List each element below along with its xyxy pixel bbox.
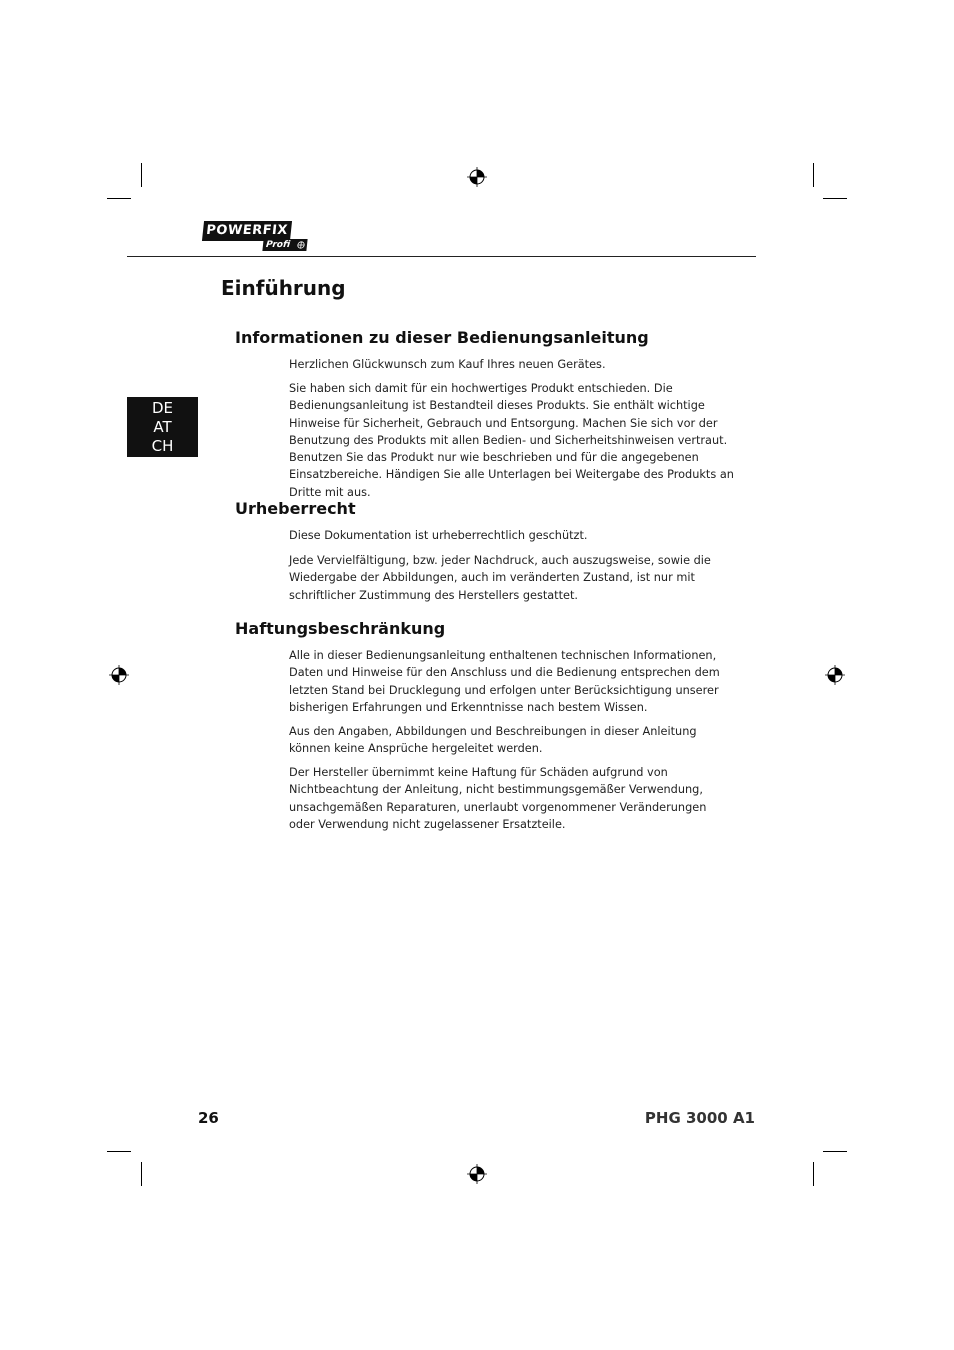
model-number: PHG 3000 A1 [644,1109,755,1127]
paragraph: Der Hersteller übernimmt keine Haftung für Schäden aufgrund von Nichtbeachtung der Anleitung, nicht bestimmungsgemäßer Verwendung, unsachgemäßen Reparaturen, unerlaubt vorgenommener Veränderungen oder Verwendung nicht zugelassener Ersatzteile. [289,766,707,831]
registration-mark-icon [109,665,129,685]
logo-sub-text: Profi [265,240,291,250]
logo-main-text: POWERFIX [202,221,292,241]
paragraph: Jede Vervielfältigung, bzw. jeder Nachdruck, auch auszugsweise, sowie die Wiedergabe der Abbildungen, auch im veränderten Zustand, ist nur mit schriftlicher Zustimmung des Herstellers gestattet. [289,554,711,602]
logo-sub-badge [262,239,307,251]
paragraph: Aus den Angaben, Abbildungen und Beschreibungen in dieser Anleitung können keine Ansprüche hergeleitet werden. [289,725,697,756]
cross-circle-icon [297,241,306,249]
paragraph: Diese Dokumentation ist urheberrechtlich geschützt. [289,529,588,542]
crop-mark [141,163,142,187]
lang-ch: CH [151,437,174,455]
crop-mark [141,1162,142,1186]
brand-logo [203,221,307,251]
crop-mark [107,198,131,199]
crop-mark [813,163,814,187]
page-title: Einführung [221,276,346,300]
registration-mark-icon [467,1164,487,1184]
page-number: 26 [198,1109,219,1127]
crop-mark [107,1151,131,1152]
lang-at: AT [153,418,172,436]
crop-mark [823,1151,847,1152]
paragraph: Sie haben sich damit für ein hochwertiges Produkt entschieden. Die Bedienungsanleitung ist Bestandteil dieses Produkts. Sie enthält wichtige Hinweise für Sicherheit, Gebrauch und Entsorgung. Machen Sie sich vor der Benutzung des Produkts mit allen Bedien- und Sicherheitshinweisen vertraut. Benutzen Sie das Produkt nur wie beschrieben und für die angegebenen Einsatzbereiche. Händigen Sie alle Unterlagen bei Weitergabe des Produkts an Dritte mit aus. [289,382,734,499]
section-heading-urheberrecht: Urheberrecht [235,499,356,518]
crop-mark [823,198,847,199]
registration-mark-icon [467,167,487,187]
paragraph: Herzlichen Glückwunsch zum Kauf Ihres neuen Gerätes. [289,358,606,371]
section-heading-haftungsbeschraenkung: Haftungsbeschränkung [235,619,446,638]
registration-mark-icon [825,665,845,685]
header-rule [127,256,756,257]
paragraph: Alle in dieser Bedienungsanleitung enthaltenen technischen Informationen, Daten und Hinweise für den Anschluss und die Bedienung entsprechen dem letzten Stand bei Drucklegung und erfolgen unter Berücksichtigung unserer bisherigen Erfahrungen und Erkenntnisse nach bestem Wissen. [289,649,720,714]
language-tab [127,397,198,457]
lang-de: DE [151,399,174,417]
section-heading-informationen: Informationen zu dieser Bedienungsanleitung [235,328,649,347]
crop-mark [813,1162,814,1186]
